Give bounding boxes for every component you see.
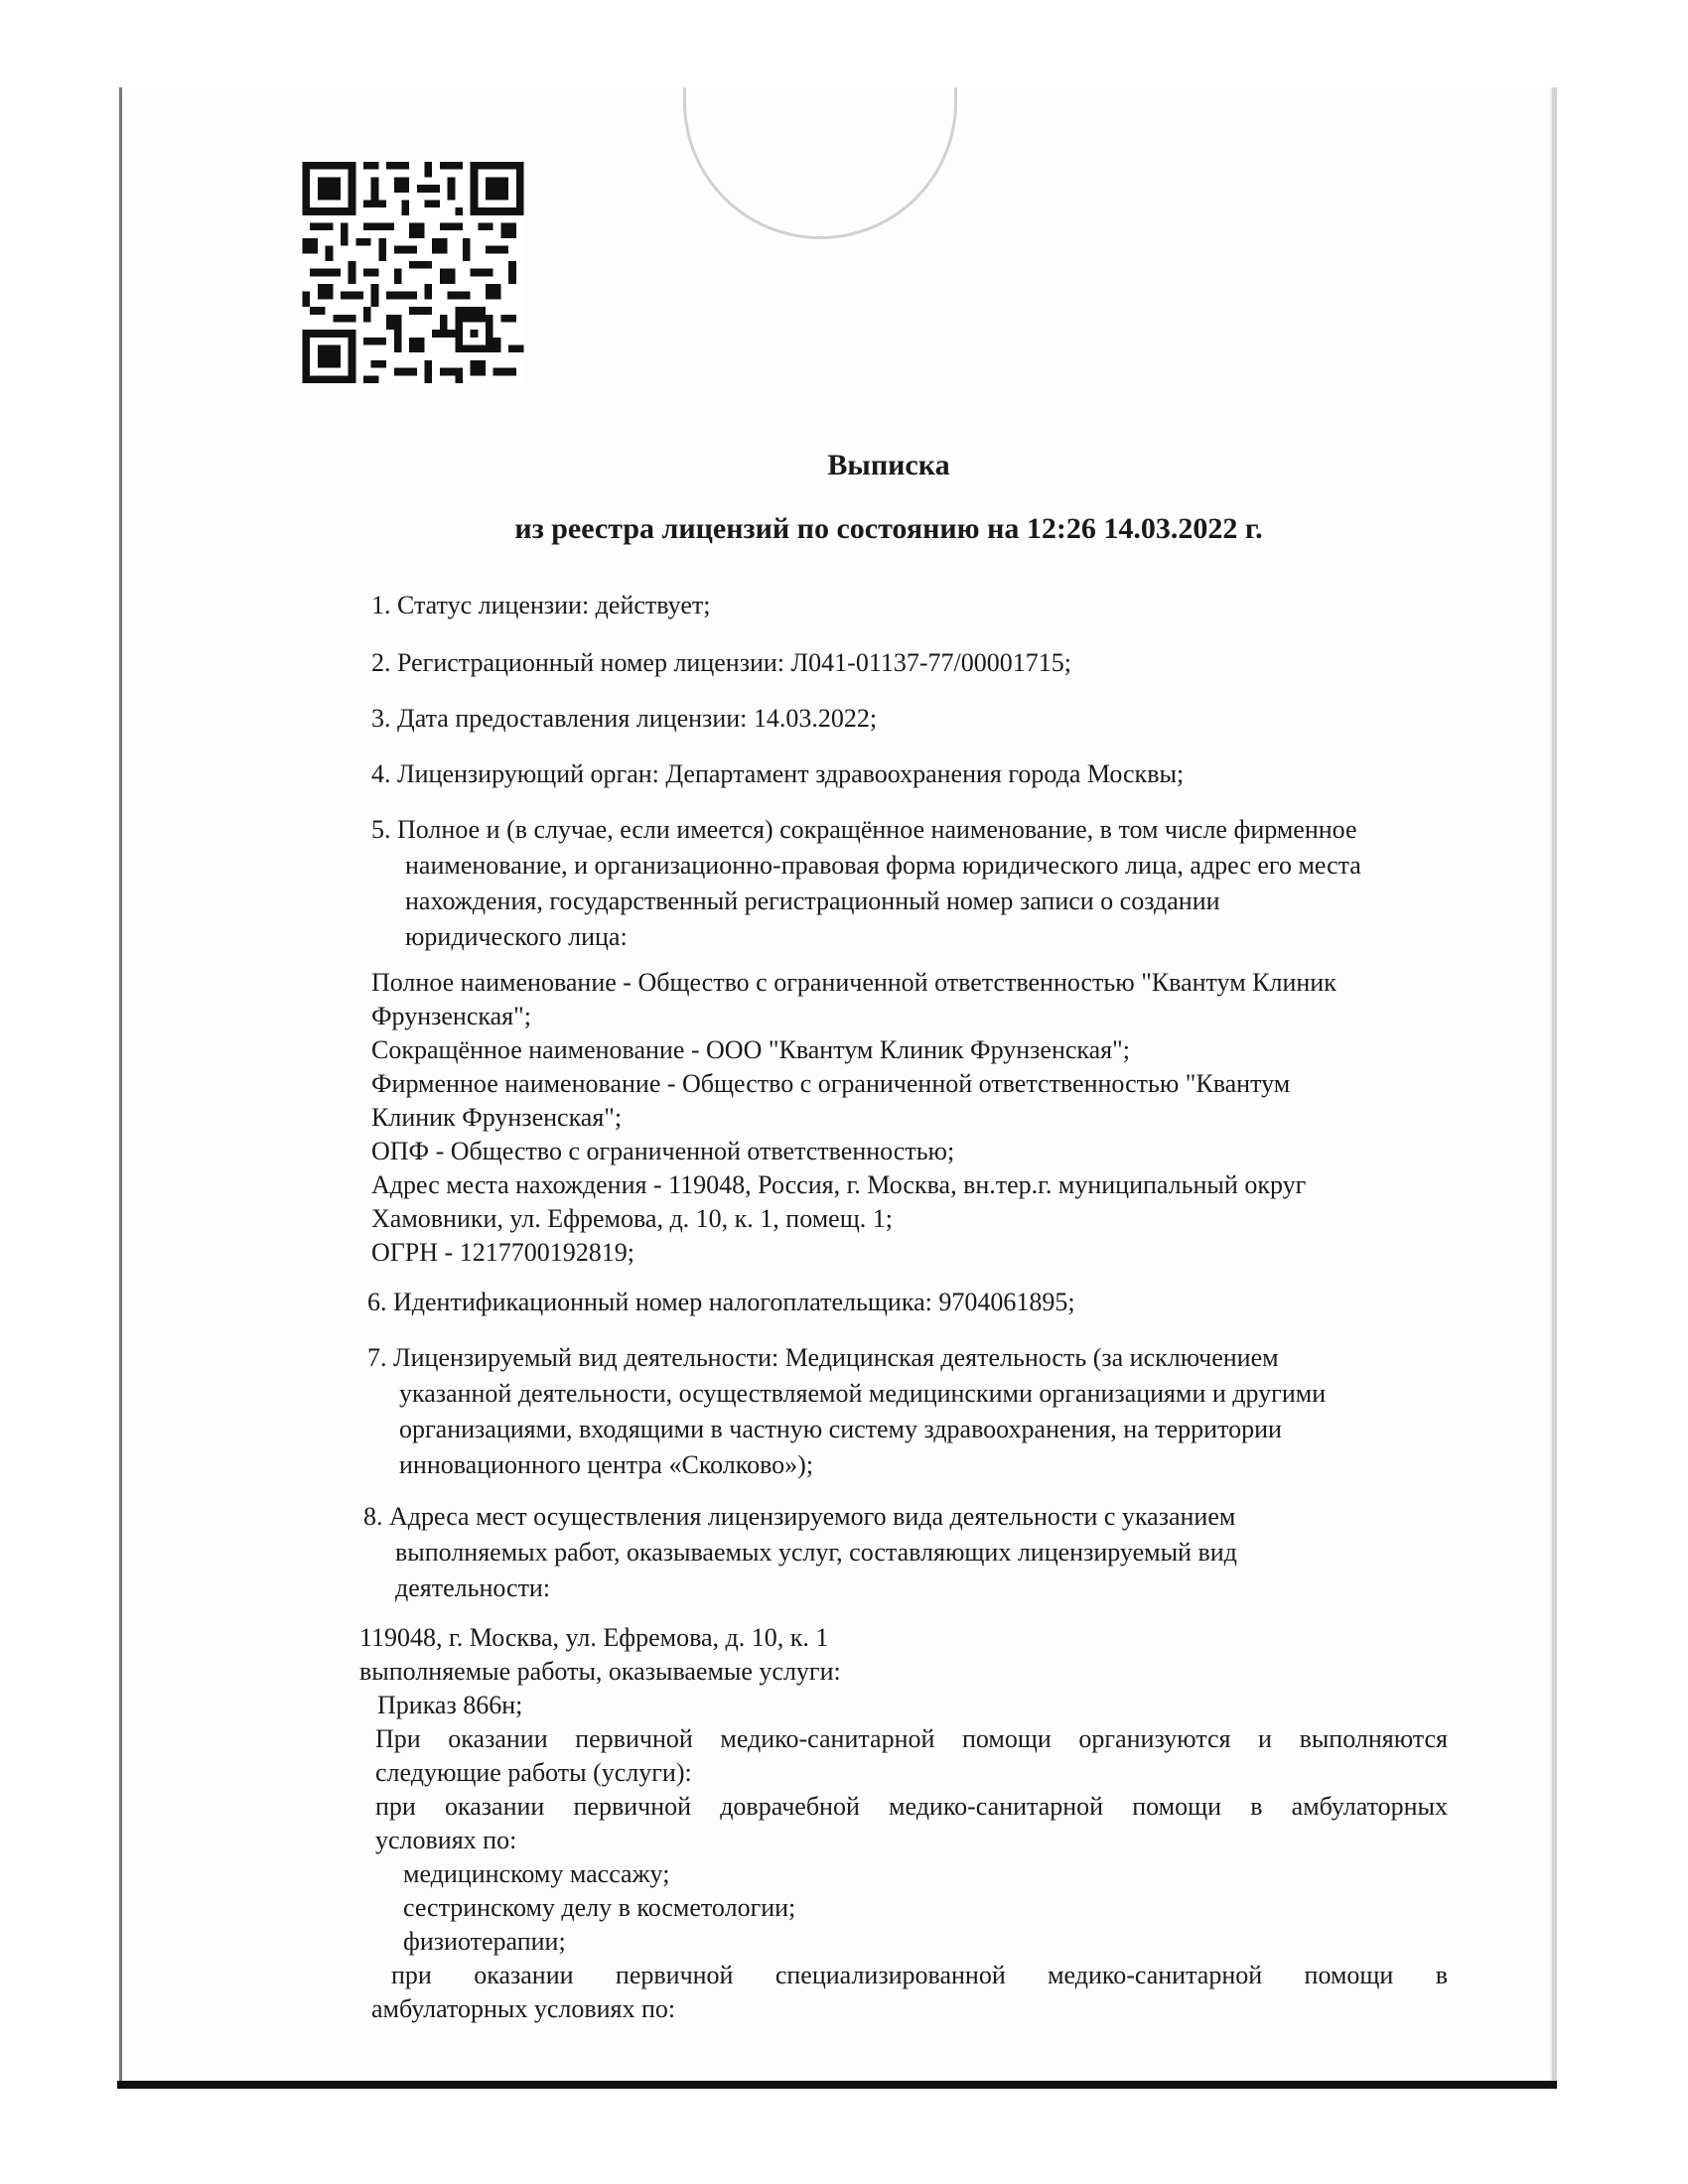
item-addresses-line: деятельности: <box>395 1573 551 1602</box>
org-info-line: Фирменное наименование - Общество с ограниченной ответственностью "Квантум <box>371 1069 1291 1098</box>
item-inn: 6. Идентификационный номер налогоплательщика: 9704061895; <box>367 1288 1075 1316</box>
service-item: медицинскому массажу; <box>403 1859 670 1888</box>
qr-code <box>301 162 525 383</box>
item-issue-date: 3. Дата предоставления лицензии: 14.03.2022; <box>371 704 878 733</box>
org-info-line: Сокращённое наименование - ООО "Квантум Клиник Фрунзенская"; <box>371 1035 1130 1064</box>
item-naming-line: нахождения, государственный регистрационный номер записи о создании <box>405 887 1220 915</box>
org-info-line: Полное наименование - Общество с ограниченной ответственностью "Квантум Клиник <box>371 968 1336 997</box>
item-status: 1. Статус лицензии: действует; <box>371 591 711 619</box>
order-reference: Приказ 866н; <box>377 1691 523 1719</box>
page-bottom-edge <box>117 2081 1557 2089</box>
document-subtitle: из реестра лицензий по состоянию на 12:26 14.03.2022 г. <box>514 512 1263 545</box>
org-info-line: Клиник Фрунзенская"; <box>371 1103 623 1132</box>
org-info-line: ОПФ - Общество с ограниченной ответственностью; <box>371 1137 955 1165</box>
item-activity-line: 7. Лицензируемый вид деятельности: Медицинская деятельность (за исключением <box>367 1343 1279 1372</box>
item-addresses-line: выполняемых работ, оказываемых услуг, составляющих лицензируемый вид <box>395 1538 1237 1567</box>
prehospital-care-line: условиях по: <box>375 1826 517 1854</box>
service-item: физиотерапии; <box>403 1927 566 1956</box>
activity-address: 119048, г. Москва, ул. Ефремова, д. 10, к. 1 <box>359 1623 829 1652</box>
primary-care-line: следующие работы (услуги): <box>375 1758 692 1787</box>
item-authority: 4. Лицензирующий орган: Департамент здравоохранения города Москвы; <box>371 759 1185 788</box>
works-heading: выполняемые работы, оказываемые услуги: <box>359 1657 841 1686</box>
item-naming-line: 5. Полное и (в случае, если имеется) сокращённое наименование, в том числе фирменное <box>371 815 1357 844</box>
item-activity-line: организациями, входящими в частную систему здравоохранения, на территории <box>399 1415 1282 1443</box>
item-activity-line: указанной деятельности, осуществляемой медицинскими организациями и другими <box>399 1379 1327 1408</box>
service-item: сестринскому делу в косметологии; <box>403 1893 796 1922</box>
item-reg-number: 2. Регистрационный номер лицензии: Л041-01137-77/00001715; <box>371 648 1071 677</box>
item-naming-line: наименование, и организационно-правовая форма юридического лица, адрес его места <box>405 851 1361 880</box>
org-info-line: Адрес места нахождения - 119048, Россия, г. Москва, вн.тер.г. муниципальный округ <box>371 1170 1307 1199</box>
prehospital-care-line: при оказании первичной доврачебной медико-санитарной помощи в амбулаторных <box>375 1792 1448 1821</box>
primary-care-line: При оказании первичной медико-санитарной помощи организуются и выполняются <box>375 1724 1448 1753</box>
specialized-care-line: при оказании первичной специализированной медико-санитарной помощи в <box>391 1961 1448 1989</box>
item-naming-line: юридического лица: <box>405 922 628 951</box>
org-info-line: Хамовники, ул. Ефремова, д. 10, к. 1, помещ. 1; <box>371 1204 893 1233</box>
org-info-line: Фрунзенская"; <box>371 1002 531 1030</box>
specialized-care-line: амбулаторных условиях по: <box>371 1994 676 2023</box>
document-title: Выписка <box>827 449 950 481</box>
item-activity-line: инновационного центра «Сколково»); <box>399 1450 814 1479</box>
org-info-line: ОГРН - 1217700192819; <box>371 1238 634 1267</box>
item-addresses-line: 8. Адреса мест осуществления лицензируемого вида деятельности с указанием <box>363 1502 1236 1531</box>
